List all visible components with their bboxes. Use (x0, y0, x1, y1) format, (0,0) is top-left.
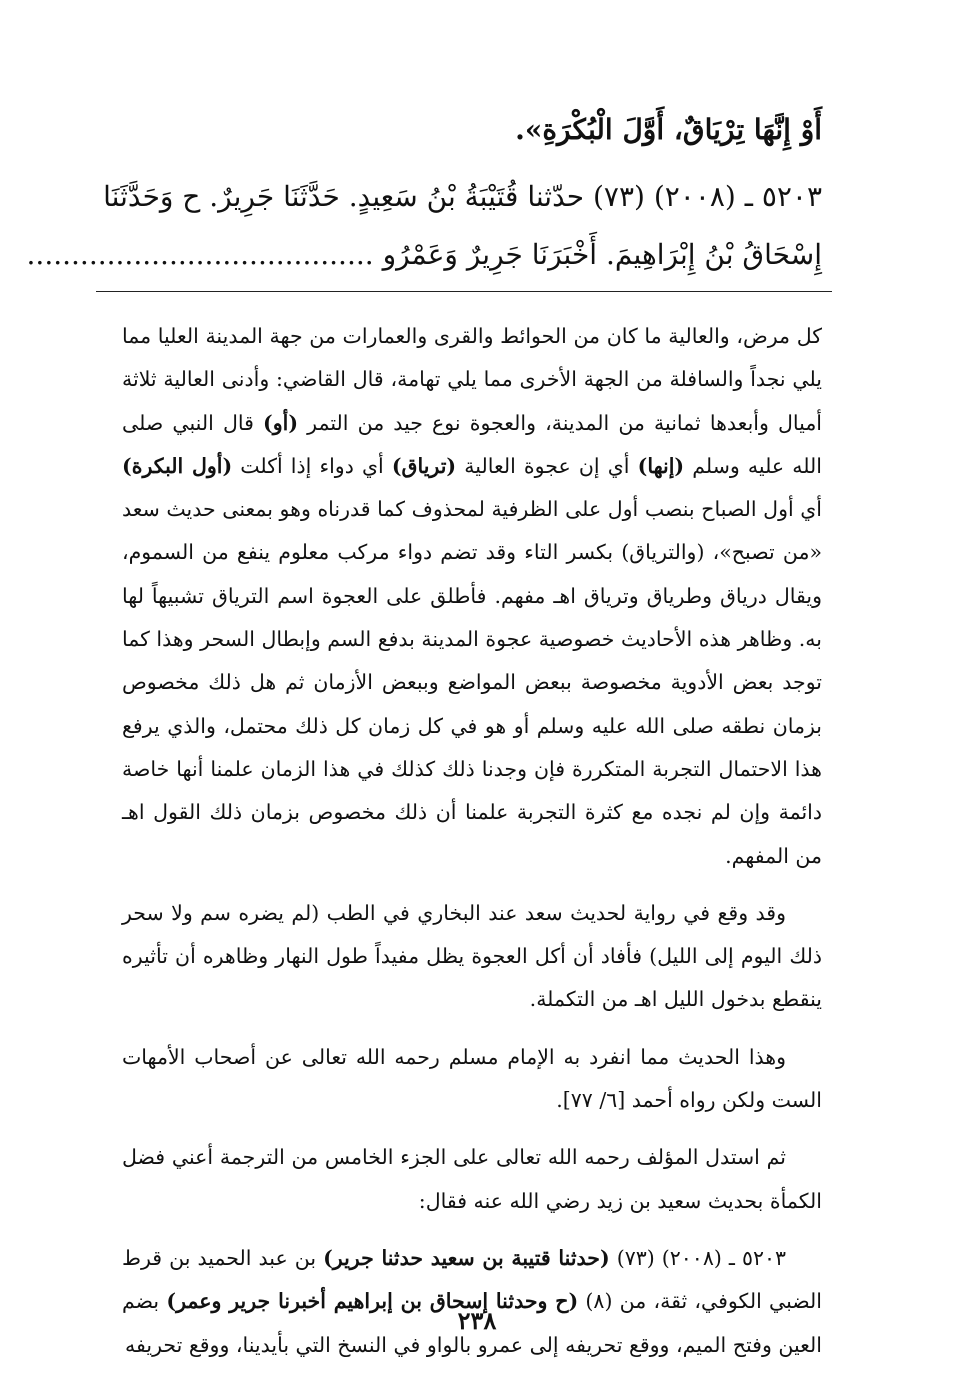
footnote-divider (96, 291, 832, 292)
bold-term: (أول البكرة) (122, 453, 233, 478)
hadith-ending-line: أَوْ إِنَّهَا تِرْيَاقٌ، أَوَّلَ الْبُكْرَةِ». (515, 113, 822, 146)
commentary-paragraph: وهذا الحديث مما انفرد به الإمام مسلم رحمه الله تعالى عن أصحاب الأمهات الست ولكن رواه أحمد [٦/ ٧٧]. (122, 1044, 822, 1113)
commentary (122, 315, 822, 1381)
hadith-line-2 (26, 226, 822, 284)
bold-term: (ترياق) (391, 453, 457, 478)
commentary-paragraph (122, 315, 822, 878)
text-run: ٥٢٠٣ ـ (٢٠٠٨) (٧٣) (609, 1245, 786, 1270)
commentary-paragraph: وقد وقع في رواية لحديث سعد عند البخاري في الطب (لم يضره سم ولا سحر ذلك اليوم إلى الليل) فأفاد أن أكل العجوة يظل مفيداً طول النهار وظاهره أن تأثيره ينقطع بدخول الليل اهـ من التكملة. (122, 900, 822, 1012)
text-run: كل مرض، والعالية ما كان من الحوائط والقرى والعمارات من جهة المدينة العليا مما يلي نجداً والسافلة من الجهة الأخرى مما يلي تهامة، قال القاضي: وأدنى العالية ثلاثة أميال وأبعدها ثمانية من المدينة، والعجوة نوع جيد من التمر (122, 324, 823, 435)
text-run: قال النبي صلى الله عليه وسلم (122, 410, 822, 478)
commentary-paragraph: ثم استدل المؤلف رحمه الله تعالى على الجزء الخامس من الترجمة أعني فضل الكمأة بحديث سعيد بن زيد رضي الله عنه فقال: (122, 1145, 822, 1213)
hadith-line-1: ٥٢٠٣ ـ (٢٠٠٨) (٧٣) حدّثنا قُتَيْبَةُ بْنُ سَعِيدٍ. حَدَّثَنَا جَرِيرٌ. ح وَحَدَّثَنَا (103, 180, 822, 213)
text-run: بن عبد الحميد بن قرط الضبي الكوفي، ثقة، من (٨) (122, 1245, 822, 1314)
bold-term: (ح وحدثنا إسحاق بن إبراهيم أخبرنا جرير وعمر) (166, 1289, 579, 1314)
bold-term: (حدثنا قتيبة بن سعيد حدثنا جرير) (323, 1245, 610, 1270)
page-number: ٢٣٨ (457, 1306, 497, 1335)
text-run: أي دواء إذا أكلت (232, 453, 392, 478)
elision-dots: ....................................... (26, 238, 374, 271)
bold-term: (إنها) (637, 453, 685, 478)
text-run: أي أول الصباح بنصب أول على الظرفية لمحذوف كما قدرناه وهو بمعنى حديث سعد «من تصبح»، (والترياق) بكسر التاء وقد تضم دواء مركب معلوم ينفع من السموم، ويقال درياق وطرياق وترياق اهـ مفهم. فأطلق على العجوة اسم الترياق تشبيهاً لها به. وظاهر هذه الأحاديث خصوصية عجوة المدينة بدفع السم وإبطال السحر وهذا كما توجد بعض الأدوية مخصوصة ببعض المواضع وببعض الأزمان ثم هل ذلك مخصوص بزمان نطقه صلى الله عليه وسلم أو هو في كل زمان كل ذلك محتمل، والذي يرفع هذا الاحتمال التجربة المتكررة فإن وجدنا ذلك كذلك في هذا الزمان علمنا أنها خاصة دائمة وإن لم نجده مع كثرة التجربة علمنا أن ذلك مخصوص بزمان ذلك القول اهـ من المفهم. (122, 497, 822, 868)
hadith-text (26, 168, 822, 284)
hadith-line-2-text: إِسْحَاقُ بْنُ إِبْرَاهِيمَ. أَخْبَرَنَا جَرِيرٌ وَعَمْرُو (382, 238, 822, 271)
text-run: بضم العين وفتح الميم، ووقع تحريفه إلى عمرو بالواو في النسخ التي بأيدينا، ووقع تحريفه (122, 1289, 822, 1357)
text-run: أي إن عجوة العالية (456, 453, 638, 478)
commentary-paragraph (122, 1237, 822, 1367)
bold-term: (أو) (263, 410, 299, 435)
